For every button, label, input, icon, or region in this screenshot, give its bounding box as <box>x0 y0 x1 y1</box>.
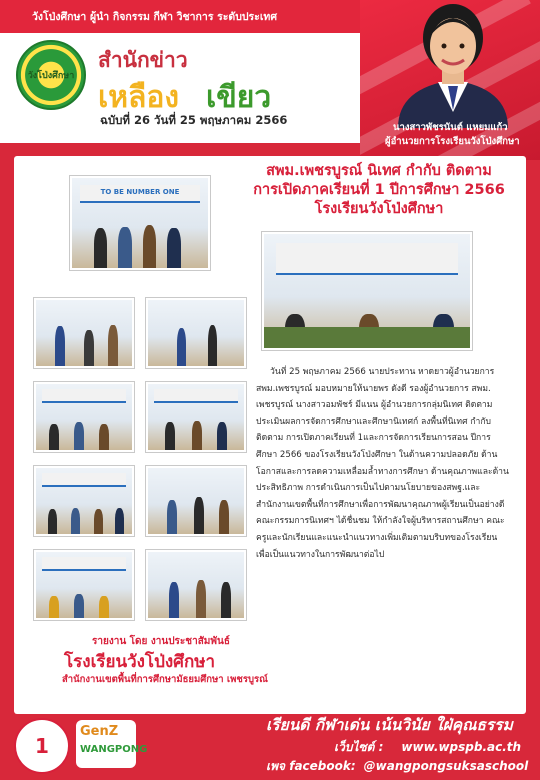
to-be-number-one-logo <box>14 718 70 774</box>
photo-banner <box>276 243 457 275</box>
director-portrait <box>378 0 528 128</box>
headline-line2: การเปิดภาคเรียนที่ 1 ปีการศึกษา 2566 <box>253 182 505 198</box>
photo-banner <box>42 473 126 487</box>
photo-banner <box>42 557 126 571</box>
director-position: ผู้อำนวยการโรงเรียนวังโป่งศึกษา <box>385 136 520 147</box>
headline-line3: โรงเรียนวังโป่งศึกษา <box>314 201 444 217</box>
director-name: นางสาวพัชรนันต์ แหยมแก้ว <box>393 122 508 133</box>
article-body-text: วันที่ 25 พฤษภาคม 2566 นายประทาน หาดยาวผู้อำนวยการ สพม.เพชรบูรณ์ มอบหมายให้นายพร ดังดี รองผู้อำนวยการ สพม. เพชรบูรณ์ นางสาวอมพัชร์ มีแนน ผู้อำนวยการกลุ่มนิเทศ ติดตามประเมินผลการจัดการศึกษาและศึกษานิเทศก์ ลงพื้นที่นิเทศ กำกับ ติดตาม การเปิดภาคเรียนที่ 1และการจัดการเรียนการสอน ปีการศึกษา 2566 ของโรงเรียนวังโป่งศึกษา ในด้านความปลอดภัย ด้านโอกาสและการลดความเหลื่อมล้ำทางการศึกษา ด้านคุณภาพและด้านประสิทธิภาพ การดำเนินการเป็นไปตามนโยบายของสพฐ.และสำนักงานเขตพื้นที่การศึกษาเพื่อการพัฒนาคุณภาพผู้เรียนเป็นอย่างดี คณะกรรมการนิเทศฯ ได้ชื่นชม ให้กำลังใจผู้บริหารสถานศึกษา คณะครูและนักเรียนและแนะนำแนวทางเพิ่มเติมตามบริบทของโรงเรียนเพื่อเป็นแนวทางในการพัฒนาต่อไป <box>256 367 509 560</box>
facebook-link[interactable]: @wangpongsuksaschool <box>363 759 529 773</box>
article-body <box>256 364 510 563</box>
school-logo-text: วังโป่งศึกษา <box>27 71 75 81</box>
photo-meeting <box>262 232 472 350</box>
reporter-office: สำนักงานเขตพื้นที่การศึกษามัธยมศึกษา เพชรบูรณ์ <box>62 674 268 685</box>
photo-activity-5 <box>34 466 134 536</box>
photo-banner <box>154 389 238 403</box>
photo-activity-1 <box>34 298 134 368</box>
photo-banner <box>42 389 126 403</box>
newsletter-title-yellow: เหลือง <box>98 80 180 115</box>
website-info <box>334 738 521 757</box>
reporter-label: รายงาน โดย งานประชาสัมพันธ์ <box>92 636 230 647</box>
school-slogan: เรียนดี กีฬาเด่น เน้นวินัย ใฝ่คุณธรรม <box>266 716 513 734</box>
headline-line1: สพม.เพชรบูรณ์ นิเทศ กำกับ ติดตาม <box>266 163 492 179</box>
photo-activity-3 <box>34 382 134 452</box>
genz-wangpong-logo <box>76 720 148 768</box>
photo-activity-4 <box>146 382 246 452</box>
photo-activity-2 <box>146 298 246 368</box>
newsletter-title-green: เขียว <box>206 80 272 115</box>
facebook-label: เพจ facebook: <box>266 759 356 773</box>
facebook-info <box>266 757 528 776</box>
article-headline <box>244 162 514 219</box>
photo-activity-6 <box>146 466 246 536</box>
website-label: เว็บไซต์ : <box>334 740 384 754</box>
photo-group-top <box>70 176 210 270</box>
photo-activity-8 <box>146 550 246 620</box>
issue-info: ฉบับที่ 26 วันที่ 25 พฤษภาคม 2566 <box>100 113 288 127</box>
website-link[interactable]: www.wpspb.ac.th <box>401 740 522 754</box>
reporter-school: โรงเรียนวังโป่งศึกษา <box>64 652 215 672</box>
school-logo <box>16 40 86 110</box>
logo-number: 1 <box>35 734 49 758</box>
school-motto: วังโป่งศึกษา ผู้นำ กิจกรรม กีฬา วิชาการ ระดับประเทศ <box>32 11 277 23</box>
genz-text: GenZ <box>80 724 119 739</box>
wangpong-text: WANGPONG <box>80 744 148 755</box>
newsletter-title-line1: สำนักข่าว <box>98 48 188 72</box>
photo-banner: TO BE NUMBER ONE <box>80 185 200 203</box>
photo-activity-7 <box>34 550 134 620</box>
